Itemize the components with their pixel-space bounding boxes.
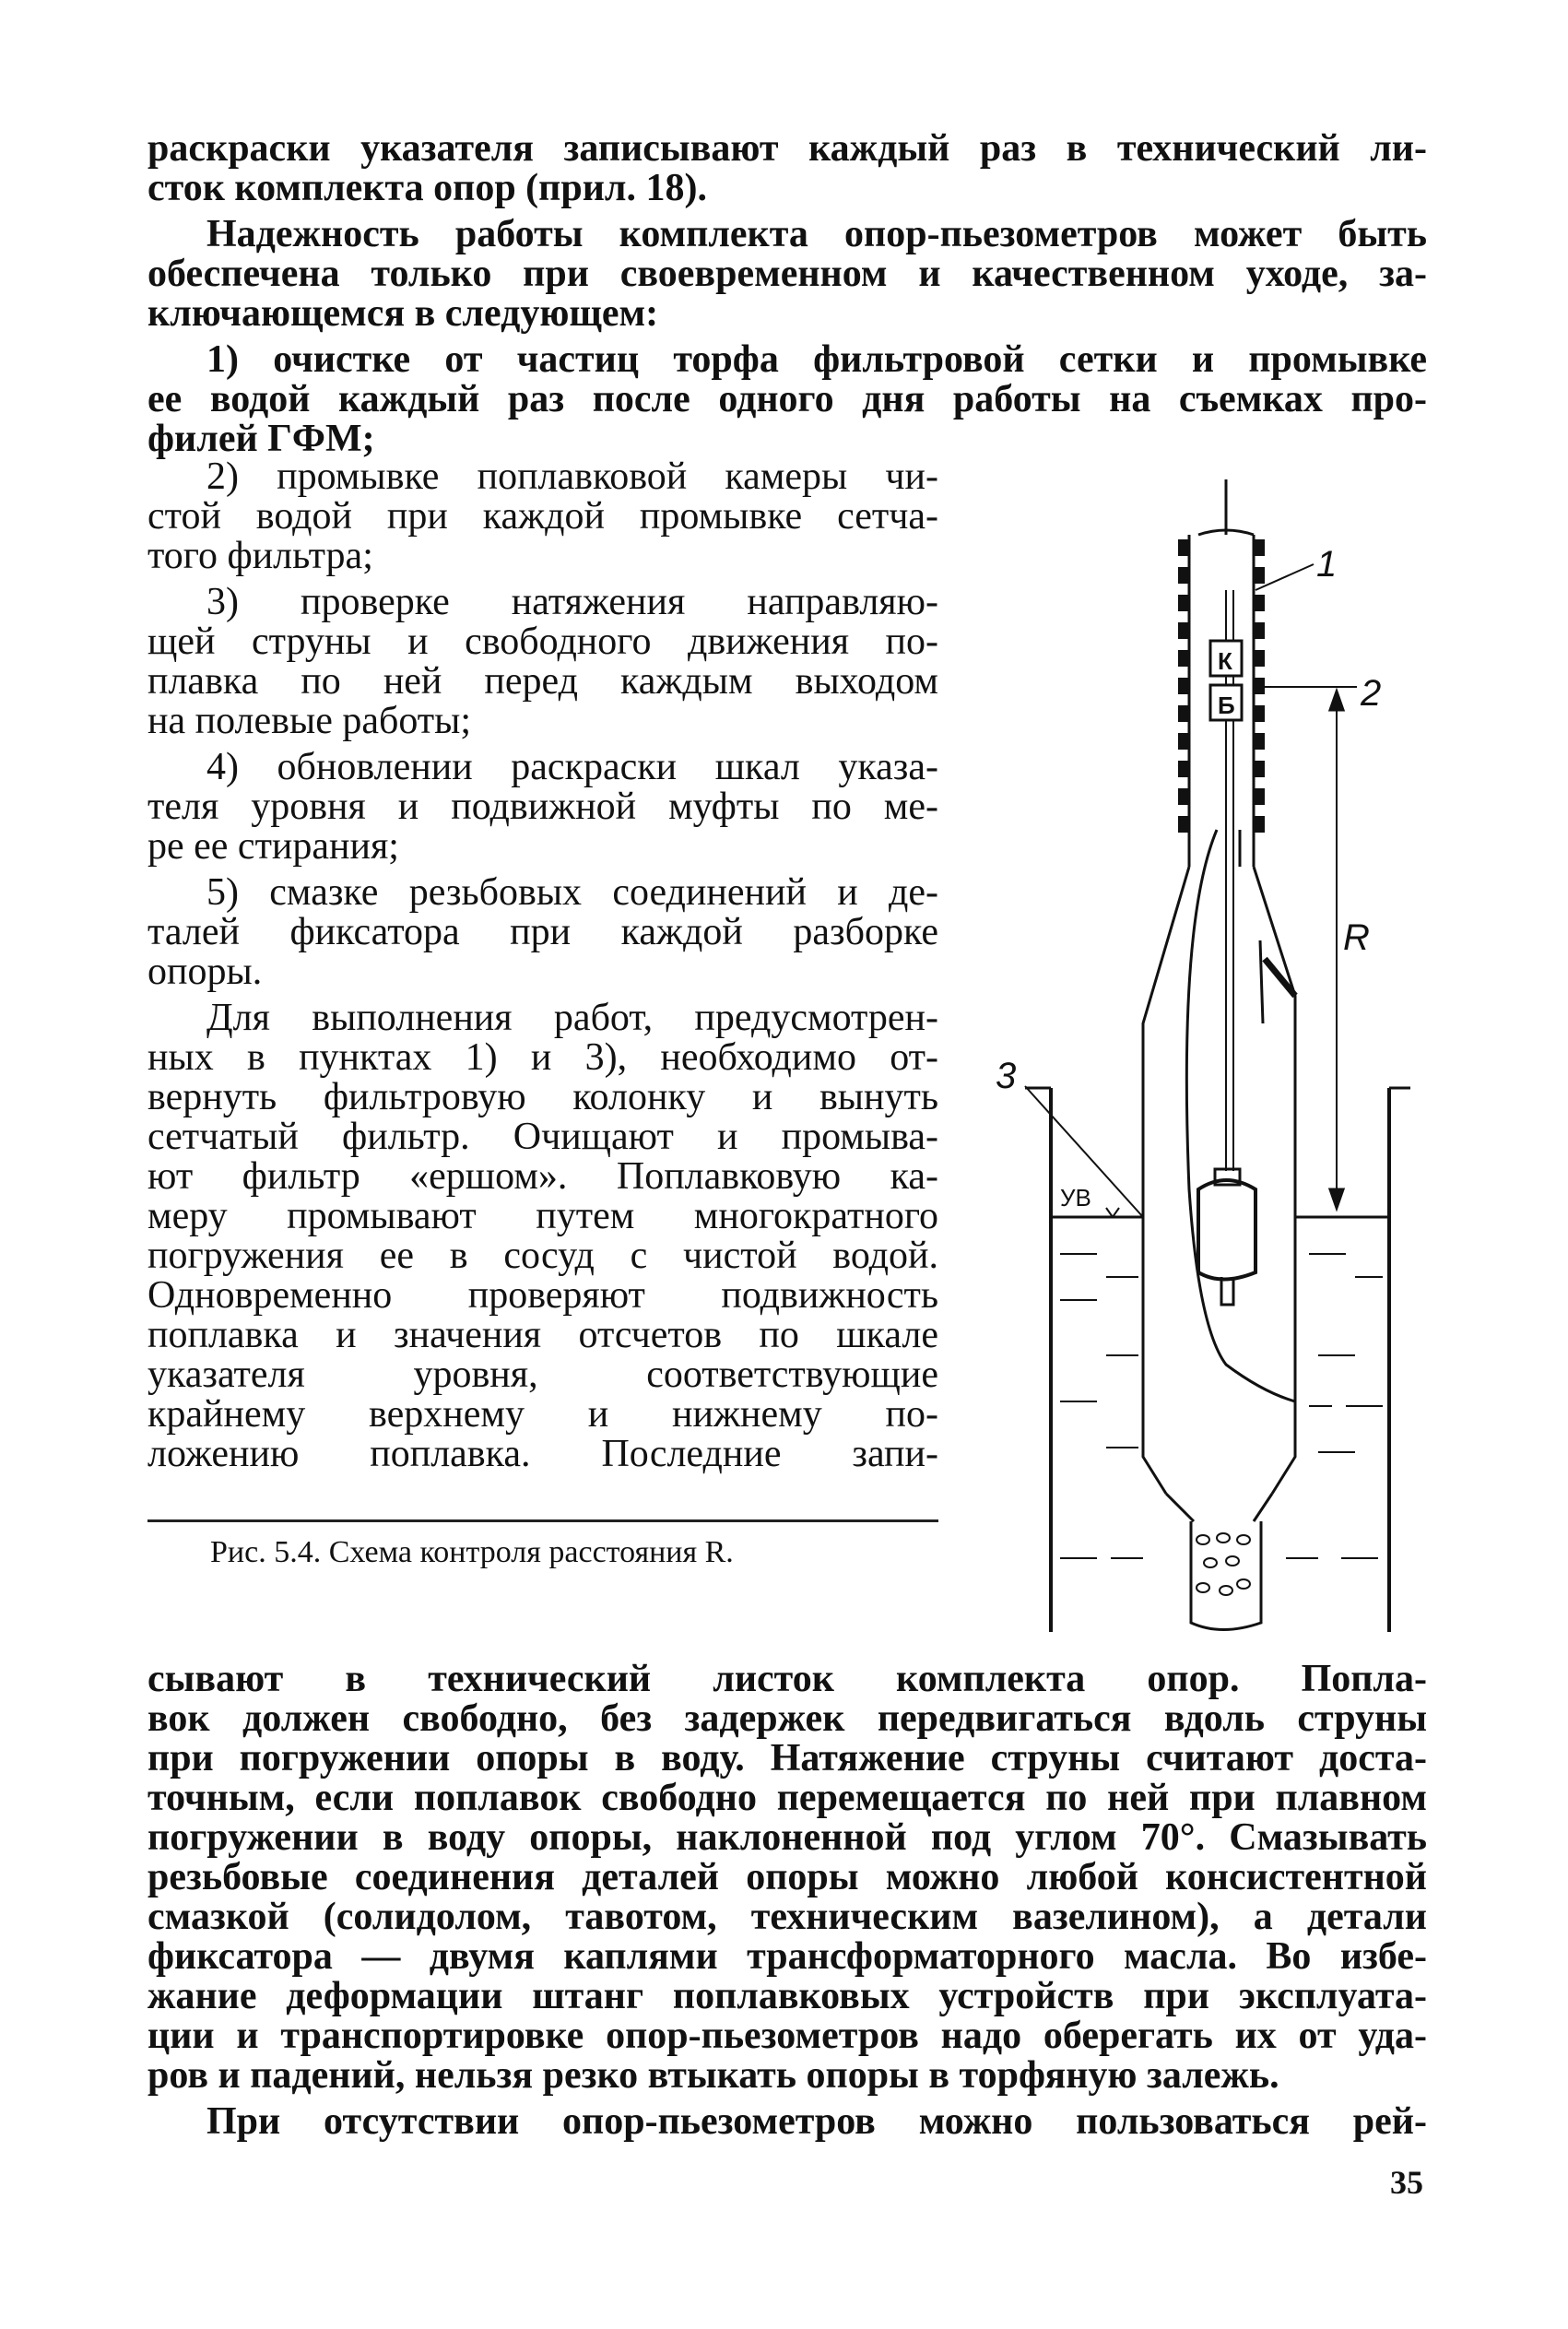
text-line: опоры. [147,951,263,993]
support-tube [1143,867,1189,1494]
text-line: резьбовые соединения деталей опоры можно любой консистентной [147,1856,1427,1898]
cone [1166,1494,1194,1521]
list-item-4 [147,748,938,867]
text-line: ре ее стирания; [147,825,399,868]
text-line: обеспечена только при своевременном и качественном уходе, за- [147,253,1427,295]
paragraph-continuation-bottom [147,1660,1427,2096]
water-level-label: УВ [1060,1184,1091,1212]
list-item-3 [147,583,938,741]
float-body [1198,1180,1256,1280]
text-line: Одновременно проверяют подвижность [147,1274,938,1317]
text-line: При отсутствии опор-пьезометров можно пользоваться рей- [206,2100,1427,2143]
cone [1254,1494,1272,1521]
paragraph-continuation [147,129,1427,208]
text-line: смазкой (солидолом, тавотом, техническим вазелином), а детали [147,1896,1427,1938]
paragraph-reliability [147,215,1427,334]
text-line: ных в пунктах 1) и 3), необходимо от- [147,1036,938,1079]
paragraph-procedure [147,999,938,1474]
callout-2-label: 2 [1361,673,1382,714]
figure-caption: Рис. 5.4. Схема контроля расстояния R. [210,1535,734,1569]
text-line: сывают в технический листок комплекта опор. Попла- [147,1658,1427,1700]
text-line: указателя уровня, соответствующие [147,1354,938,1396]
text-line: меру промывают путем многократного [147,1195,938,1237]
text-line: 1) очистке от частиц торфа фильтровой сетки и промывке [206,338,1427,381]
left-column-text [147,457,938,1474]
text-line: 3) проверке натяжения направляю- [206,581,938,623]
list-item-2 [147,457,938,576]
float-stem [1221,1277,1233,1305]
text-line: того фильтра; [147,535,373,577]
text-line: щей струны и свободного движения по- [147,621,938,663]
text-line: раскраски указателя записывают каждый раз в технический ли- [147,127,1427,170]
callout-3-label: 3 [996,1056,1017,1096]
page-number: 35 [1390,2164,1423,2201]
indicator-b-label: Б [1218,692,1235,719]
indicator-k-label: К [1218,647,1232,675]
text-line: фиксатора — двумя каплями трансформаторного масла. Во избе- [147,1935,1427,1978]
text-line: ее водой каждый раз после одного дня работы на съемках про- [147,378,1427,420]
text-line: 5) смазке резьбовых соединений и де- [206,871,938,914]
text-line: ции и транспортировке опор-пьезометров надо оберегать их от уда- [147,2015,1427,2057]
text-line: ключающемся в следующем: [147,292,659,335]
text-line: филей ГФМ; [147,418,375,460]
dimension-arrow [1330,692,1343,710]
text-line: погружении в воду опоры, наклоненной под углом 70°. Смазывать [147,1816,1427,1859]
support-tube [1260,940,1263,1023]
callout-1-label: 1 [1316,544,1338,585]
inner-tube [1186,830,1295,1401]
text-line: на полевые работы; [147,700,472,742]
figure-rule [147,1519,938,1522]
text-line: 4) обновлении раскраски шкал указа- [206,746,938,788]
text-line: сетчатый фильтр. Очищают и промыва- [147,1116,938,1158]
text-line: сток комплекта опор (прил. 18). [147,167,707,209]
filter-holes [1197,1533,1250,1595]
text-line: точным, если поплавок свободно перемещается по ней при плавном [147,1777,1427,1819]
text-line: Надежность работы комплекта опор-пьезометров может быть [206,213,1427,255]
text-line: ров и падений, нельзя резко втыкать опоры в торфяную залежь. [147,2054,1279,2097]
paragraph-alternative [147,2102,1427,2142]
list-item-5 [147,873,938,992]
top-text-block [147,129,1427,459]
text-line: талей фиксатора при каждой разборке [147,911,938,953]
text-line: при погружении опоры в воду. Натяжение струны считают доста- [147,1737,1427,1779]
text-line: вок должен свободно, без задержек передвигаться вдоль струны [147,1697,1427,1740]
bottom-text-block [147,1660,1427,2142]
text-line: вернуть фильтровую колонку и вынуть [147,1076,938,1118]
text-line: поплавка и значения отсчетов по шкале [147,1314,938,1356]
dimension-arrow [1330,1189,1343,1208]
text-line: ложению поплавка. Последние запи- [147,1433,938,1475]
text-line: теля уровня и подвижной муфты по ме- [147,786,938,828]
text-line: стой водой при каждой промывке сетча- [147,495,938,538]
text-line: Для выполнения работ, предусмотрен- [206,997,938,1039]
text-line: погружения ее в сосуд с чистой водой. [147,1235,938,1277]
text-line: крайнему верхнему и нижнему по- [147,1393,938,1436]
list-item-1 [147,340,1427,459]
text-line: плавка по ней перед каждым выходом [147,660,938,703]
filter-box [1191,1521,1261,1630]
piezometer-diagram [949,461,1447,1660]
text-line: 2) промывке поплавковой камеры чи- [206,455,938,498]
distance-r-label: R [1343,917,1370,958]
text-line: ют фильтр «ершом». Поплавковую ка- [147,1155,938,1198]
text-line: жание деформации штанг поплавковых устройств при эксплуата- [147,1975,1427,2017]
